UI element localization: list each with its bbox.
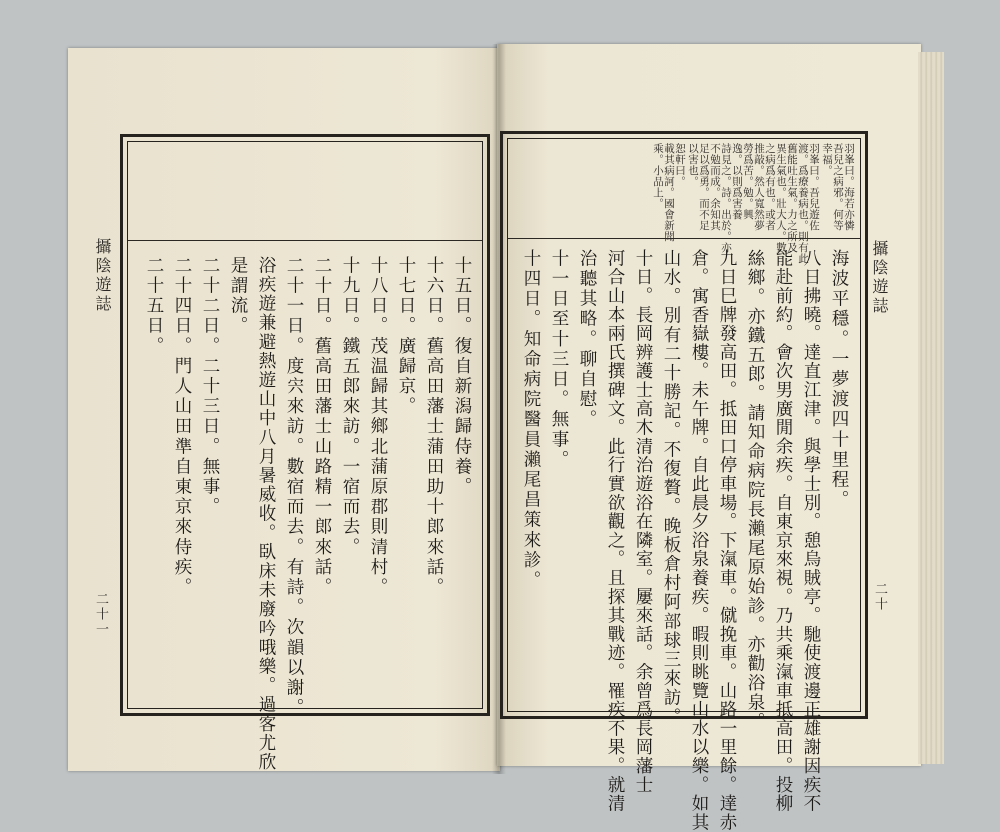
- note-column-16: 恕軒曰。: [674, 143, 686, 187]
- note-column-13: 不勉而成。余知其: [709, 143, 721, 231]
- left-column-1: 十五日。復自新潟歸侍養。: [452, 256, 472, 498]
- note-column-6: 舊能吐生氣。力之所及: [786, 143, 798, 253]
- right-column-10: 治聽其略。聊自慰。: [577, 249, 597, 430]
- note-column-4: 羽峯曰。吾兒遊佐: [808, 143, 820, 231]
- note-column-8: 之病爲有也。或者: [764, 143, 776, 231]
- left-column-5: 十九日。鐵五郎來訪。一宿而去。: [340, 256, 360, 558]
- note-column-7: 異生氣也。壯大人。數: [775, 143, 787, 253]
- note-column-5: 渡。爲療養病也。則有此: [797, 143, 809, 264]
- left-header-divider: [128, 240, 482, 241]
- note-column-12: 詩見之。詩。出於。亦: [720, 143, 732, 253]
- left-column-6: 二十日。舊高田藩士山路精一郎來話。: [312, 256, 332, 598]
- note-column-2: 吾兒之病邪。何等: [832, 143, 844, 231]
- left-column-7: 二十一日。度宍來訪。數宿而去。有詩。次韻以謝。: [284, 256, 304, 719]
- right-running-title: 攝陰遊誌: [870, 240, 889, 316]
- note-column-1: 羽峯曰。海若亦憐: [843, 143, 855, 231]
- right-column-8: 十日。長岡辨護士高木清治遊浴在隣室。屢來話。余曾爲長岡藩士: [633, 249, 653, 795]
- note-column-9: 推敲。然人寬然夢: [753, 143, 765, 231]
- left-folio: 二十一: [93, 592, 108, 637]
- note-column-10: 勞爲苦。勉。興: [742, 143, 754, 220]
- left-running-title: 攝陰遊誌: [93, 238, 112, 314]
- right-column-2: 八日拂曉。達直江津。與學士別。憩烏賊亭。馳使渡邊正雄謝因疾不: [801, 249, 821, 813]
- note-column-11: 逸。以則爲害養: [731, 143, 743, 220]
- note-column-15: 以害也。: [687, 143, 699, 187]
- right-column-9: 河合山本兩氏撰碑文。此行實欲觀之。且探其戰迹。罹疾不果。就清: [605, 249, 625, 813]
- left-column-9: 是謂流。: [228, 256, 248, 337]
- left-column-11: 二十四日。門人山田準自東京來侍疾。: [172, 256, 192, 598]
- right-column-12: 十四日。知命病院醫員瀨尾昌策來診。: [521, 249, 541, 591]
- note-column-3: 幸福。: [821, 143, 833, 176]
- note-column-18: 乘。小品上。: [652, 143, 664, 209]
- page-stack-edge: [918, 52, 944, 764]
- note-column-14: 足以爲勇。而不足: [698, 143, 710, 231]
- left-column-8: 浴疾遊兼避熱遊山中八月暑威收。臥床未廢吟哦樂。過客尤欣: [256, 256, 276, 772]
- right-folio: 二十: [872, 582, 887, 612]
- left-column-12: 二十五日。: [144, 256, 164, 357]
- right-column-6: 倉。寓香嶽樓。未午牌。自此晨夕浴泉養疾。暇則眺覽山水以樂。如其: [689, 249, 709, 832]
- right-column-5: 九日巳牌發高田。抵田口停車場。下滊車。僦挽車。山路一里餘。達赤: [717, 249, 737, 832]
- left-column-10: 二十二日。二十三日。無事。: [200, 256, 220, 518]
- right-column-4: 絲鄉。亦鐵五郎。請知命病院長瀨尾原始診。亦勸浴泉。: [745, 249, 765, 732]
- right-column-1: 海波平穩。一夢渡四十里程。: [829, 249, 849, 511]
- note-column-17: 載其病訶。國會新聞: [663, 143, 675, 242]
- right-column-7: 山水。別有二十勝記。不復贅。晚板倉村阿部球三來訪。: [661, 249, 681, 727]
- left-column-4: 十八日。茂温歸其鄉北蒲原郡則清村。: [368, 256, 388, 598]
- right-column-11: 十一日至十三日。無事。: [549, 249, 569, 471]
- left-column-2: 十六日。舊高田藩士蒲田助十郎來話。: [424, 256, 444, 598]
- left-column-3: 十七日。廣歸京。: [396, 256, 416, 417]
- right-column-3: 能赴前約。會次男廣閒余疾。自東京來視。乃共乘滊車抵高田。投柳: [773, 249, 793, 813]
